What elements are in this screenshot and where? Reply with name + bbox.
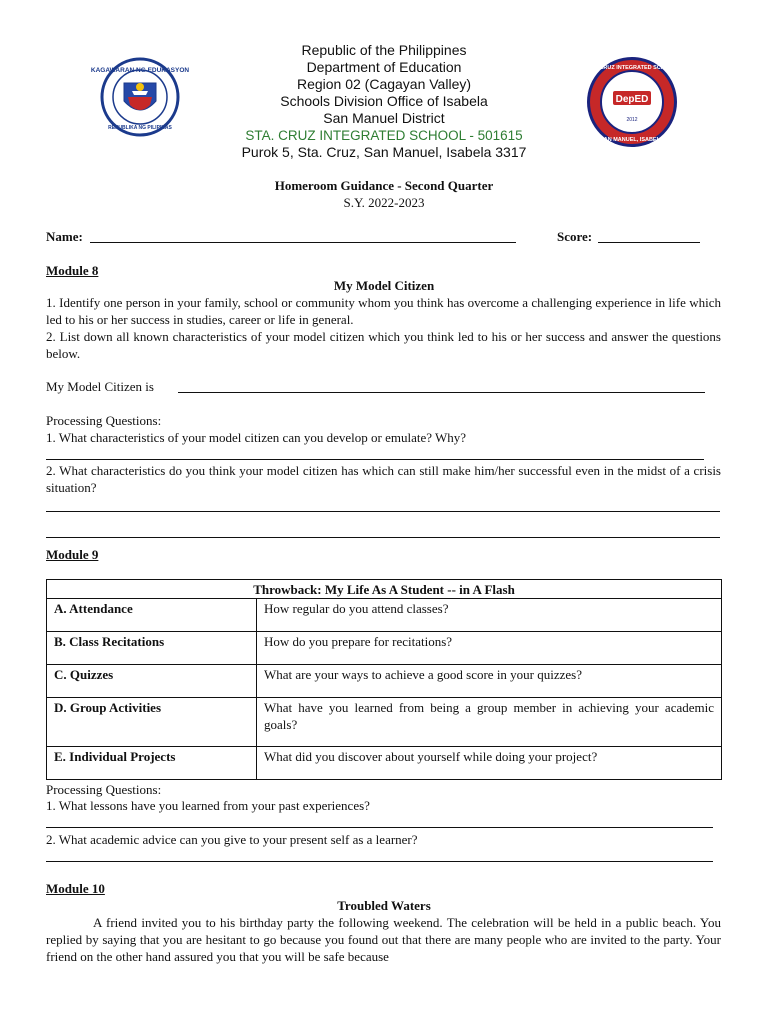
school-seal-center-text: DepED [615, 94, 649, 105]
module-9-processing-label: Processing Questions: [46, 782, 162, 797]
score-label: Score: [557, 229, 593, 244]
module-8-item-1: 1. Identify one person in your family, school or community whom you think has overcome a challenging experience in life which led to his or her success in studies, career or life in general. [46, 295, 721, 327]
module-9-heading: Module 9 [46, 547, 99, 562]
table-row-label: D. Group Activities [47, 698, 257, 747]
table-row [47, 599, 722, 632]
letterhead-line-district: San Manuel District [323, 110, 445, 126]
module-9-answer-line-2[interactable] [46, 861, 713, 862]
table-row [47, 665, 722, 698]
module-8-answer-line-1[interactable] [46, 459, 704, 460]
table-row-label: C. Quizzes [47, 665, 257, 698]
module-8-question-1: 1. What characteristics of your model citizen can you develop or emulate? Why? [46, 430, 467, 445]
table-row [47, 632, 722, 665]
table-row [47, 747, 722, 780]
table-row-question[interactable]: What are your ways to achieve a good score in your quizzes? [257, 665, 722, 698]
letterhead-line-division: Schools Division Office of Isabela [280, 93, 488, 109]
module-9-question-1: 1. What lessons have you learned from your past experiences? [46, 798, 370, 813]
name-field-line[interactable] [90, 242, 516, 243]
module-10-title: Troubled Waters [337, 898, 431, 913]
table-row-question[interactable]: How regular do you attend classes? [257, 599, 722, 632]
module-8-processing-label: Processing Questions: [46, 413, 162, 428]
table-row-label: B. Class Recitations [47, 632, 257, 665]
module-10-heading: Module 10 [46, 881, 105, 896]
school-year: S.Y. 2022-2023 [343, 195, 425, 210]
letterhead-line-department: Department of Education [306, 59, 462, 75]
table-row [47, 698, 722, 747]
letterhead [0, 42, 768, 161]
module-9-answer-line-1[interactable] [46, 827, 713, 828]
table-row-question[interactable]: How do you prepare for recitations? [257, 632, 722, 665]
table-row-question[interactable]: What have you learned from being a group member in achieving your academic goals? [257, 698, 722, 747]
table-row-label: E. Individual Projects [47, 747, 257, 780]
school-seal-year: 2012 [626, 117, 638, 123]
table-row-label: A. Attendance [47, 599, 257, 632]
document-title: Homeroom Guidance - Second Quarter [274, 178, 494, 193]
module-10-paragraph: A friend invited you to his birthday party the following weekend. The celebration will be held in a public beach. You replied by saying that you are hesitant to go because you found out that there are many people who are invited to the party. Your friend on the other hand assured you that you will be safe because [46, 915, 721, 964]
module-8-heading: Module 8 [46, 263, 99, 278]
letterhead-line-region: Region 02 (Cagayan Valley) [296, 76, 472, 92]
school-seal-text-bottom: SAN MANUEL, ISABELA [600, 137, 664, 143]
school-seal-text-top: STA.CRUZ INTEGRATED SCHOOL [587, 65, 677, 71]
module-8-item-2: 2. List down all known characteristics of your model citizen which you think led to his or her success and answer the questions below. [46, 329, 721, 361]
module-8-answer-line-2[interactable] [46, 511, 720, 512]
document-title-block [0, 177, 768, 211]
model-citizen-answer-line[interactable] [178, 392, 705, 393]
letterhead-school-name: STA. CRUZ INTEGRATED SCHOOL - 501615 [245, 128, 523, 143]
deped-seal-text-top: KAGAWARAN NG EDUKASYON [90, 67, 190, 74]
throwback-table-title: Throwback: My Life As A Student -- in A Flash [47, 580, 722, 599]
throwback-table [46, 579, 722, 780]
deped-seal-text-bottom: REPUBLIKA NG PILIPINAS [108, 125, 172, 131]
letterhead-address: Purok 5, Sta. Cruz, San Manuel, Isabela 3317 [241, 144, 527, 160]
letterhead-line-republic: Republic of the Philippines [301, 42, 467, 58]
module-9-question-2: 2. What academic advice can you give to your present self as a learner? [46, 832, 418, 847]
name-label: Name: [46, 229, 83, 244]
model-citizen-label: My Model Citizen is [46, 379, 154, 394]
table-row-question[interactable]: What did you discover about yourself while doing your project? [257, 747, 722, 780]
score-field-line[interactable] [598, 242, 700, 243]
module-8-title: My Model Citizen [333, 278, 435, 293]
module-8-question-2: 2. What characteristics do you think your model citizen has which can still make him/her successful even in the midst of a crisis situation? [46, 463, 721, 495]
module-8-answer-line-3[interactable] [46, 537, 720, 538]
